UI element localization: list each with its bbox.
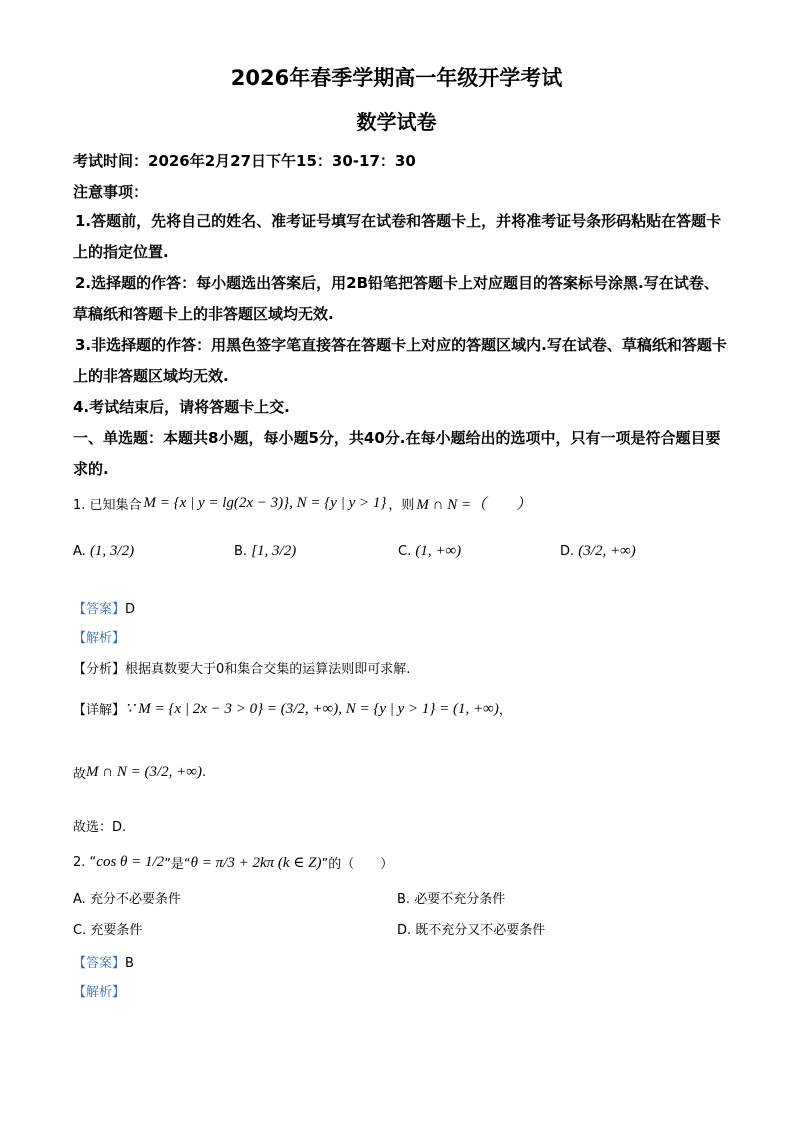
page-subtitle: 数学试卷 [356,110,437,134]
note-2: 2.选择题的作答：每小题选出答案后，用2B铅笔把答题卡上对应题目的答案标号涂黑.写在试卷、草稿纸和答题卡上的非答题区域均无效. [73,274,719,323]
page-title: 2026年春季学期高一年级开学考试 [230,66,563,90]
q1-therefore-prefix: 故 [73,767,87,782]
q2-answer-label: 【答案】 [73,956,126,971]
q1-option-d-text: (3/2, +∞) [578,543,636,559]
q1-choice: 故选：D. [73,820,127,835]
q2-suffix: ”的（ ） [321,857,394,872]
q2-cond2: θ = π/3 + 2kπ (k ∈ Z) [190,855,322,871]
q1-detail-math: ∵ M = {x | 2x − 3 > 0} = (3/2, +∞), N = {y | y > 1} = (1, +∞) [125,701,499,717]
q2-option-d-letter: D. [397,923,412,938]
q2-option-b-letter: B. [397,892,411,907]
q1-option-d-letter: D. [560,544,575,559]
q2-option-c-text: 充要条件 [90,923,143,938]
q1-option-c-text: (1, +∞) [415,543,462,559]
q1-therefore [73,763,206,782]
q1-fenxi-label: 【分析】 [73,662,126,677]
q1-middle: ，则 [388,498,415,513]
q1-detail-label: 【详解】 [73,703,126,718]
q1-detail-tail: ， [498,703,512,718]
question-1 [73,493,531,514]
q1-option-b-text: [1, 3/2) [251,543,297,559]
q2-option-a [73,888,181,907]
q1-answer-value: D [125,602,136,617]
q2-option-c [73,919,142,938]
note-4: 4.考试结束后，请将答题卡上交. [73,398,290,416]
q2-prefix: 2. “ [73,855,97,870]
q2-cond1: cos θ = 1/2 [96,854,165,870]
question-2 [73,853,393,872]
notes-heading: 注意事项： [73,183,149,201]
q2-option-a-text: 充分不必要条件 [89,892,181,907]
q2-analysis-label: 【解析】 [73,985,126,1000]
q2-option-c-letter: C. [73,923,87,938]
q1-options [73,540,733,566]
note-1: 1.答题前，先将自己的姓名、准考证号填写在试卷和答题卡上，并将准考证号条形码粘贴在答题卡上的指定位置. [73,212,722,261]
q1-ask: M ∩ N =（ ） [416,497,532,513]
q1-option-c [398,543,461,560]
q1-option-a [73,543,134,560]
q2-option-d [397,919,545,938]
q1-fenxi [73,658,410,677]
q2-option-b-text: 必要不充分条件 [414,892,506,907]
q2-answer [73,952,134,971]
q1-detail [73,699,512,718]
q1-answer-label: 【答案】 [73,602,126,617]
q1-therefore-tail: . [201,765,207,780]
q2-option-d-text: 既不充分又不必要条件 [415,923,546,938]
q1-option-b [234,543,296,560]
q2-option-b [397,888,505,907]
q1-option-a-text: (1, 3/2) [89,543,135,559]
q1-option-a-letter: A. [73,544,86,559]
q1-fenxi-text: 根据真数要大于0和集合交集的运算法则即可求解. [125,662,411,677]
q1-analysis-label: 【解析】 [73,631,126,646]
q1-option-d [560,543,636,560]
q2-answer-value: B [125,956,134,971]
q1-answer [73,598,135,617]
q1-sets: M = {x | y = lg(2x − 3)}, N = {y | y > 1} [143,495,387,511]
q1-therefore-math: M ∩ N = (3/2, +∞) [86,764,202,780]
q1-option-c-letter: C. [398,544,412,559]
q1-option-b-letter: B. [234,544,248,559]
q2-mid: ”是“ [164,857,191,872]
q1-prefix: 1. 已知集合 [73,498,142,513]
exam-time: 考试时间：2026年2月27日下午15：30-17：30 [73,152,416,170]
note-3: 3.非选择题的作答：用黑色签字笔直接答在答题卡上对应的答题区域内.写在试卷、草稿纸和答题卡上的非答题区域均无效. [73,336,727,385]
q2-option-a-letter: A. [73,892,86,907]
section-heading: 一、单选题：本题共8小题，每小题5分，共40分.在每小题给出的选项中，只有一项是符合题目要求的. [73,429,721,478]
